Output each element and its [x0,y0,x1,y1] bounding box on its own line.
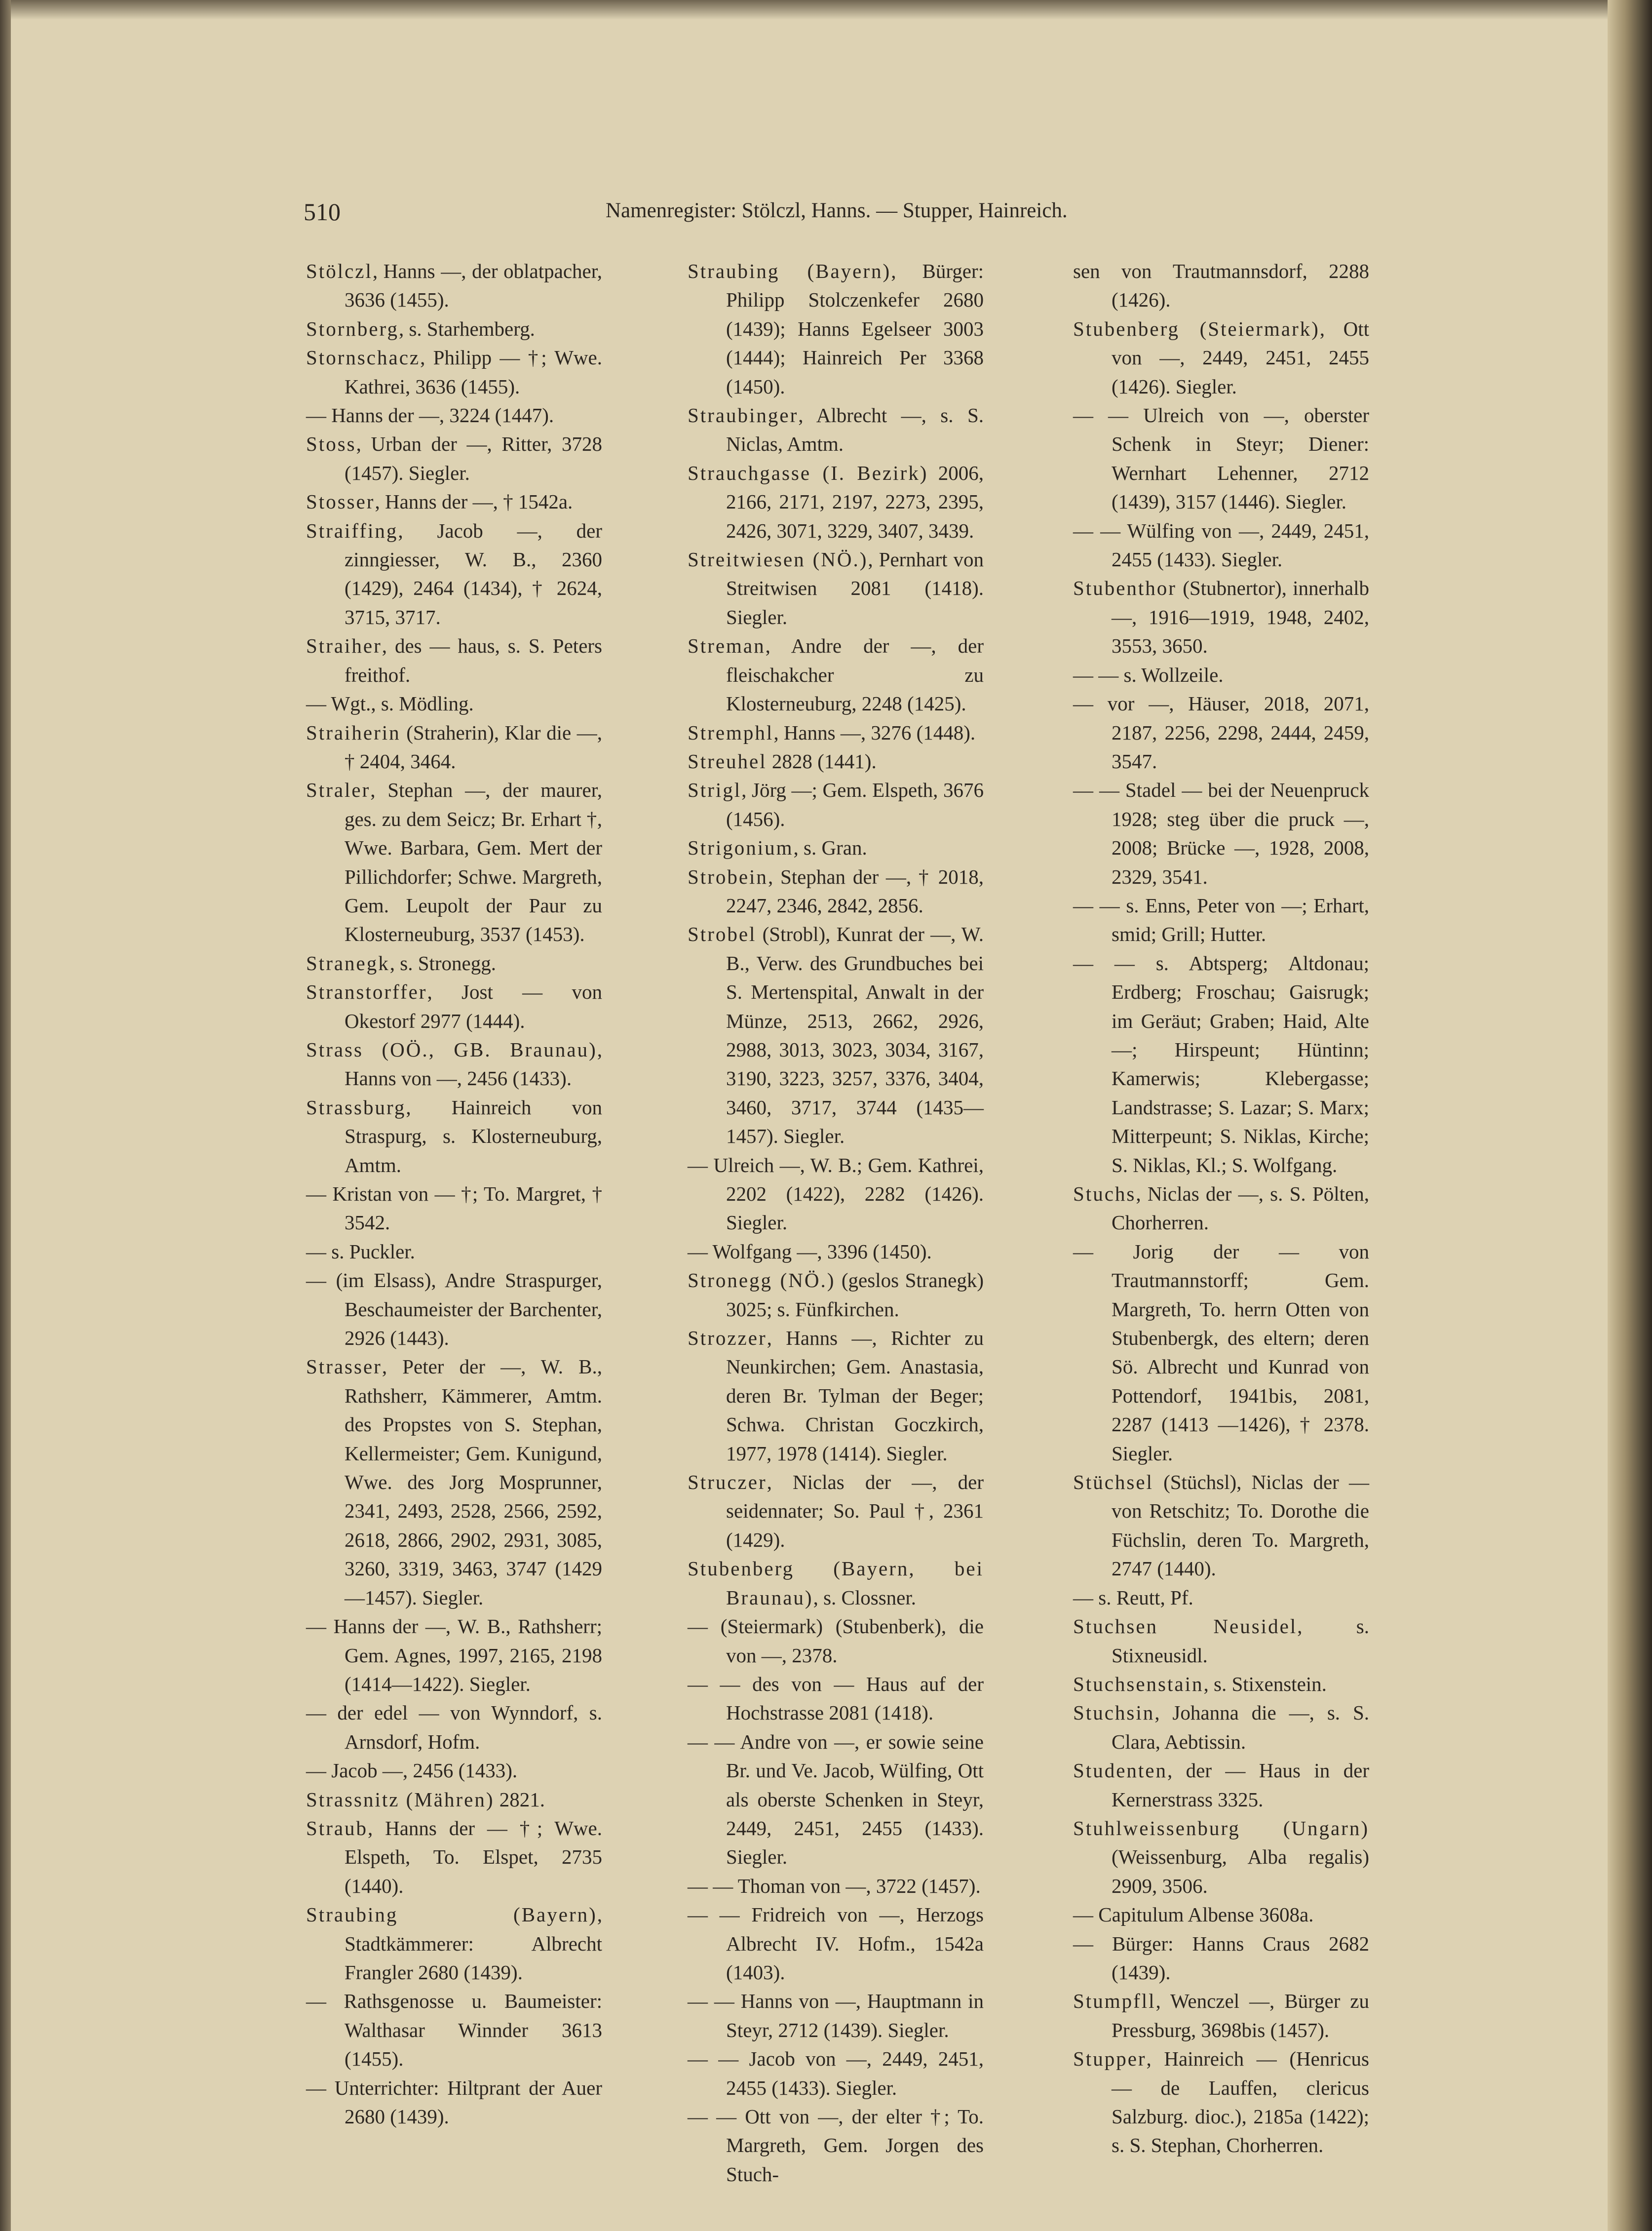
entry-lemma: Strozzer [688,1327,767,1350]
entry-text: sen von Trautmannsdorf, 2288 (1426). [1073,260,1369,312]
entry-lemma: Stuchsen Neusidel [1073,1615,1298,1638]
index-entry [306,516,602,632]
entry-text: — Kristan von — †; To. Margret, † 3542. [306,1182,602,1234]
entry-lemma: Stubenberg (Steiermark) [1073,317,1320,340]
entry-lemma: Stuhlweissenburg (Ungarn) [1073,1816,1369,1840]
entry-text: (Straherin), Klar die —, † 2404, 3464. [345,721,602,773]
index-entry [306,1785,602,1814]
index-entry [688,862,984,920]
index-entry [688,1237,984,1266]
entry-text: — Hanns der —, W. B., Rathsherr; Gem. Agnes, 1997, 2165, 2198 (1414—1422). Siegler. [306,1615,602,1695]
index-entry [306,430,602,487]
entry-text: — Jorig der — von Trautmannstorff; Gem. Margreth, To. herrn Otten von Stubenbergk, des eltern; deren Sö. Albrecht und Kunrad von Pottendorf, 1941bis, 2081, 2287 (1413 —1426), † 2378. Siegler. [1073,1240,1369,1465]
entry-lemma: Streman [688,634,766,658]
index-entry [306,2074,602,2131]
entry-lemma: Stornberg [306,317,399,340]
entry-text: , Hanns —, 3276 (1448). [773,721,976,744]
index-entry [688,1900,984,1987]
index-entry [1073,661,1369,689]
index-entry [306,718,602,776]
index-entry [1073,1929,1369,1987]
entry-text: — (im Elsass), Andre Straspurger, Beschaumeister der Barchenter, 2926 (1443). [306,1269,602,1350]
entry-text: , s. Stronegg. [389,951,496,975]
entry-text: 2821. [494,1788,545,1811]
index-entry [1073,1612,1369,1670]
entry-text: — Unterrichter: Hiltprant der Auer 2680 (1439). [306,2076,602,2128]
index-entry [1073,1900,1369,1929]
entry-text: (Strobl), Kunrat der —, W. B., Verw. des Grundbuches bei S. Mertenspital, Anwalt in der Münze, 2513, 2662, 2926, 2988, 3013, 3023, 3034, 3167, 3190, 3223, 3257, 3376, 3404, 3460, 3717, 3744 (1435—1457). Siegler. [726,923,984,1148]
page-header [304,197,1153,232]
entry-lemma: Stuchsin [1073,1701,1155,1724]
index-entry [688,257,984,401]
index-entry [306,1612,602,1698]
index-entry [1073,949,1369,1179]
entry-text: — — Ott von —, der elter †; To. Margreth, Gem. Jorgen des Stuch- [688,2105,984,2186]
index-entry [688,2044,984,2102]
entry-text: — Rathsgenosse u. Baumeister: Walthasar Winnder 3613 (1455). [306,1990,602,2071]
entry-text: , des — haus, s. S. Peters freithof. [345,634,602,686]
index-entry [306,1698,602,1756]
index-entry [306,314,602,343]
entry-text: , Johanna die —, s. S. Clara, Aebtissin. [1112,1701,1369,1753]
index-entry [306,978,602,1035]
index-entry [688,776,984,833]
entry-text: , s. Stixenstein. [1203,1672,1327,1695]
entry-text: , Pernhart von Streitwisen 2081 (1418). Siegler. [726,548,984,628]
entry-lemma: Strauchgasse (I. Bezirk) [688,461,928,484]
index-entry [688,833,984,862]
scan-page-edge-right [1608,0,1652,2231]
index-entry [688,401,984,459]
entry-lemma: Struczer [688,1471,767,1494]
entry-text: — — des von — Haus auf der Hochstrasse 2081 (1418). [688,1672,984,1724]
index-entry [1073,257,1369,314]
index-entry [1073,1814,1369,1900]
index-entry [1073,574,1369,660]
scan-shadow-left [0,0,11,2231]
entry-lemma: Stuchs [1073,1182,1136,1205]
entry-text: — Ulreich —, W. B.; Gem. Kathrei, 2202 (1422), 2282 (1426). Siegler. [688,1153,984,1234]
entry-text: 2006, 2166, 2171, 2197, 2273, 2395, 2426, 3071, 3229, 3407, 3439. [726,461,984,542]
entry-text: , Philipp — †; Wwe. Kathrei, 3636 (1455). [345,346,602,398]
index-entry [306,1900,602,1987]
entry-lemma: Straub [306,1816,368,1840]
entry-text: , Hanns der —, † 1542a. [375,490,573,513]
entry-text: — — s. Enns, Peter von —; Erhart, smid; Grill; Hutter. [1073,894,1369,946]
page-number: 510 [304,198,341,226]
index-entry [1073,1987,1369,2044]
scan-shadow-top [0,0,1652,20]
index-entry [306,1093,602,1179]
index-entry [1073,2044,1369,2160]
entry-lemma: Studenten [1073,1759,1167,1782]
entry-lemma: Straubing (Bayern) [306,1903,597,1926]
entry-lemma: Straler [306,779,371,802]
index-entry [688,545,984,631]
entry-text: , der — Haus in der Kernerstrass 3325. [1112,1759,1369,1811]
entry-text: — Jacob —, 2456 (1433). [306,1759,518,1782]
entry-text: — s. Reutt, Pf. [1073,1586,1193,1609]
entry-text: — s. Puckler. [306,1240,415,1263]
entry-text: , Hainreich — (Henricus — de Lauffen, clericus Salzburg. dioc.), 2185a (1422); s. S. Stephan, Chorherren. [1112,2047,1369,2157]
entry-lemma: Straiher [306,634,382,658]
entry-lemma: Stumpfll [1073,1990,1156,2013]
index-entry [306,1266,602,1352]
entry-text: , Urban der —, Ritter, 3728 (1457). Siegler. [345,432,602,484]
entry-text: , s. Clossner. [813,1586,917,1609]
entry-text: — — s. Wollzeile. [1073,663,1224,686]
entry-lemma: Strigonium [688,836,794,860]
entry-text: , Niclas der —, der seidennater; So. Paul †, 2361 (1429). [726,1471,984,1551]
index-entry [688,1324,984,1468]
entry-text: — — s. Abtsperg; Altdonau; Erdberg; Froschau; Gaisrugk; im Geräut; Graben; Haid, Alte —; Hirspeunt; Hüntinn; Kamerwis; Klebergasse; Landstrasse; S. Lazar; S. Marx; Mitterpeunt; S. Niklas, Kirche; S. Niklas, Kl.; S. Wolfgang. [1073,951,1369,1176]
entry-lemma: Strobel [688,923,757,946]
index-entry [306,1756,602,1785]
entry-lemma: Straiherin [306,721,401,744]
running-head: Namenregister: Stölczl, Hanns. — Stupper, Hainreich. [606,199,1068,222]
index-entry [306,689,602,718]
entry-text: — — Stadel — bei der Neuenpruck 1928; steg über die pruck —, 2008; Brücke —, 1928, 2008, 2329, 3541. [1073,779,1369,888]
index-entry [306,401,602,430]
entry-text: (Weissenburg, Alba regalis) 2909, 3506. [1112,1845,1369,1897]
entry-lemma: Stranstorffer [306,980,427,1004]
entry-lemma: Strass (OÖ., GB. Braunau) [306,1038,597,1061]
entry-text: — — Hanns von —, Hauptmann in Steyr, 2712 (1439). Siegler. [688,1990,984,2041]
entry-text: , Jörg —; Gem. Elspeth, 3676 (1456). [726,779,984,830]
entry-text: — — Andre von —, er sowie seine Br. und Ve. Jacob, Wülfing, Ott als oberste Schenken in Steyr, 2449, 2451, 2455 (1433). Siegler. [688,1730,984,1869]
entry-lemma: Stölczl [306,260,373,282]
index-column-2 [688,257,984,2189]
index-entry [1073,1583,1369,1612]
index-entry [688,459,984,545]
index-entry [1073,689,1369,776]
index-entry [688,1151,984,1237]
index-entry [1073,1756,1369,1814]
entry-text: , Peter der —, W. B., Rathsherr, Kämmerer, Amtm. des Propstes von S. Stephan, Kellermeister; Gem. Kunigund, Wwe. des Jorg Mosprunner, 2341, 2493, 2528, 2566, 2592, 2618, 2866, 2902, 2931, 3085, 3260, 3319, 3463, 3747 (1429—1457). Siegler. [345,1355,602,1609]
entry-lemma: Strassnitz (Mähren) [306,1788,495,1811]
entry-lemma: Straubing (Bayern) [688,260,891,282]
entry-text: — Capitulum Albense 3608a. [1073,1903,1314,1926]
index-entry [306,1179,602,1237]
entry-lemma: Stosser [306,490,375,513]
entry-text: , Wenczel —, Bürger zu Pressburg, 3698bis (1457). [1112,1990,1369,2041]
entry-text: , Stephan der —, † 2018, 2247, 2346, 2842, 2856. [726,865,984,917]
index-entry [688,1612,984,1670]
index-entry [688,747,984,776]
entry-lemma: Stremphl [688,721,774,744]
entry-text: (Stüchsl), Niclas der — von Retschitz; To. Dorothe die Füchslin, deren To. Margreth, 2747 (1440). [1112,1471,1369,1580]
index-entry [688,1727,984,1872]
index-entry [688,1872,984,1900]
index-entry [1073,314,1369,401]
entry-lemma: Stubenthor [1073,577,1177,600]
index-entry [1073,1468,1369,1583]
index-entry [306,631,602,689]
entry-lemma: Streuhel [688,749,767,773]
index-entry [306,1237,602,1266]
index-entry [688,1266,984,1324]
index-entry [1073,1237,1369,1468]
index-entry [688,1987,984,2044]
index-entry [306,343,602,401]
index-entry [1073,401,1369,516]
entry-lemma: Straiffing [306,519,398,542]
entry-text: (Stubnertor), innerhalb —, 1916—1919, 1948, 2402, 3553, 3650. [1112,577,1369,658]
index-entry [306,487,602,516]
index-entry [1073,516,1369,574]
entry-text: — — Thoman von —, 3722 (1457). [688,1874,981,1897]
entry-text: — — Wülfing von —, 2449, 2451, 2455 (1433). Siegler. [1073,519,1369,571]
index-entry [688,1554,984,1612]
entry-text: — Hanns der —, 3224 (1447). [306,404,554,427]
entry-lemma: Stupper [1073,2047,1147,2071]
entry-text: , Bürger: Philipp Stolczenkefer 2680 (1439); Hanns Egelseer 3003 (1444); Hainreich Per 3368 (1450). [726,260,984,398]
entry-text: — — Fridreich von —, Herzogs Albrecht IV. Hofm., 1542a (1403). [688,1903,984,1984]
entry-lemma: Stranegk [306,951,390,975]
entry-text: , Albrecht —, s. S. Niclas, Amtm. [726,404,984,456]
entry-lemma: Stuchsenstain [1073,1672,1204,1695]
index-entry [688,631,984,718]
entry-text: , Ott von —, 2449, 2451, 2455 (1426). Siegler. [1112,317,1369,398]
entry-lemma: Strassburg [306,1096,406,1119]
index-entry [306,1814,602,1900]
entry-text: , Hanns von —, 2456 (1433). [345,1038,602,1090]
entry-lemma: Stronegg (NÖ.) [688,1269,836,1292]
entry-text: , Hanns der — †; Wwe. Elspeth, To. Elspet, 2735 (1440). [345,1816,602,1897]
index-entry [306,1352,602,1612]
index-entry [306,1035,602,1093]
entry-text: — vor —, Häuser, 2018, 2071, 2187, 2256, 2298, 2444, 2459, 3547. [1073,692,1369,773]
entry-text: (geslos Stranegk) 3025; s. Fünfkirchen. [726,1269,984,1321]
entry-text: , Jost — von Okestorf 2977 (1444). [345,980,602,1032]
index-entry [1073,776,1369,891]
index-entry [1073,1670,1369,1698]
entry-text: , Stadtkämmerer: Albrecht Frangler 2680 (1439). [345,1903,602,1984]
entry-text: — — Jacob von —, 2449, 2451, 2455 (1433). Siegler. [688,2047,984,2099]
entry-text: — (Steiermark) (Stubenberk), die von —, 2378. [688,1615,984,1667]
entry-text: — — Ulreich von —, oberster Schenk in Steyr; Diener: Wernhart Lehenner, 2712 (1439), 3157 (1446). Siegler. [1073,404,1369,513]
index-entry [1073,891,1369,949]
index-entry [306,1987,602,2073]
entry-lemma: Stoss [306,432,356,456]
entry-text: — der edel — von Wynndorf, s. Arnsdorf, Hofm. [306,1701,602,1753]
entry-lemma: Strobein [688,865,768,888]
entry-text: , Hanns —, Richter zu Neunkirchen; Gem. Anastasia, deren Br. Tylman der Beger; Schwa. Christan Goczkirch, 1977, 1978 (1414). Siegler. [726,1327,984,1465]
entry-lemma: Streitwiesen (NÖ.) [688,548,868,571]
entry-text: , Jacob —, der zinngiesser, W. B., 2360 (1429), 2464 (1434), † 2624, 3715, 3717. [345,519,602,628]
index-entry [306,949,602,978]
entry-text: , Hanns —, der oblatpacher, 3636 (1455). [345,260,602,312]
index-entry [688,2102,984,2189]
entry-text: 2828 (1441). [767,749,877,773]
entry-text: , s. Starhemberg. [398,317,535,340]
index-entry [1073,1698,1369,1756]
entry-lemma: Strigl [688,779,742,802]
entry-text: — Wolfgang —, 3396 (1450). [688,1240,932,1263]
index-entry [688,920,984,1150]
entry-lemma: Strasser [306,1355,382,1378]
entry-lemma: Straubinger [688,404,799,427]
entry-text: , Niclas der —, s. S. Pölten, Chorherren. [1112,1182,1369,1234]
entry-text: — Wgt., s. Mödling. [306,692,474,715]
entry-text: , Hainreich von Straspurg, s. Klosterneuburg, Amtm. [345,1096,602,1176]
entry-lemma: Stüchsel [1073,1471,1153,1494]
index-column-1 [306,257,602,2131]
index-entry [306,257,602,314]
entry-lemma: Stornschacz [306,346,421,369]
entry-text: , Stephan —, der maurer, ges. zu dem Seicz; Br. Erhart †, Wwe. Barbara, Gem. Mert der Pillichdorfer; Schwe. Margreth, Gem. Leupolt der Paur zu Klosterneuburg, 3537 (1453). [345,779,602,946]
index-entry [1073,1179,1369,1237]
entry-text: , s. Gran. [793,836,867,860]
index-entry [688,1670,984,1727]
index-entry [688,718,984,747]
entry-lemma: Stubenberg (Bayern, bei Braunau) [688,1557,984,1609]
entry-text: , s. Stixneusidl. [1112,1615,1369,1667]
entry-text: , Andre der —, der fleischakcher zu Klosterneuburg, 2248 (1425). [726,634,984,715]
entry-text: — Bürger: Hanns Craus 2682 (1439). [1073,1932,1369,1984]
index-entry [688,1468,984,1554]
index-column-3 [1073,257,1369,2160]
index-entry [306,776,602,948]
